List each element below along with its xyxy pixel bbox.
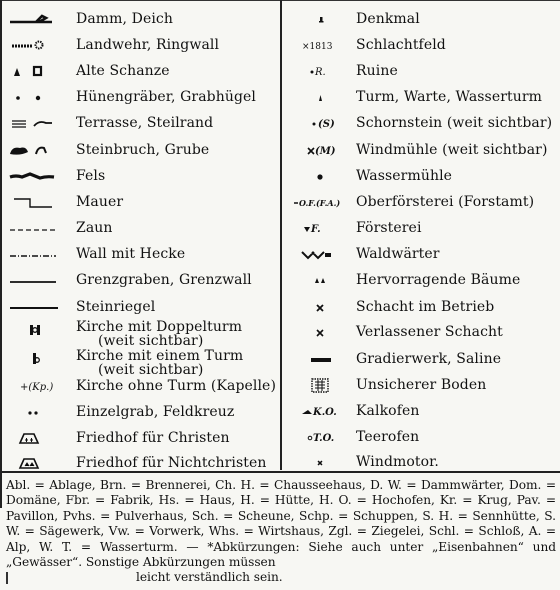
church-double-tower-icon (6, 320, 66, 340)
legend-label: Steinbruch, Grube (76, 142, 210, 158)
legend-label: Hünengräber, Grabhügel (76, 89, 256, 105)
single-grave-icon (6, 402, 66, 422)
non-christian-cemetery-icon (6, 453, 66, 473)
legend-label: Teerofen (356, 429, 420, 445)
legend-row (282, 164, 560, 188)
unsafe-ground-icon (290, 375, 350, 395)
legend-label (76, 320, 242, 348)
legend-row (282, 7, 560, 31)
legend-label: Schlachtfeld (356, 37, 446, 53)
svg-text:O.F.(F.A.): O.F.(F.A.) (299, 198, 341, 208)
legend-row (0, 85, 280, 109)
legend-label: Kirche ohne Turm (Kapelle) (76, 378, 277, 394)
legend-row (282, 111, 560, 135)
legend-row (0, 111, 280, 135)
legend-label: Zaun (76, 220, 113, 236)
legend-label: Fels (76, 168, 106, 184)
margin-mark (6, 572, 8, 584)
legend-row (0, 164, 280, 188)
legend-label: Waldwärter (356, 246, 440, 262)
legend-label: Turm, Warte, Wasserturm (356, 89, 543, 105)
legend-label-sub: (weit sichtbar) (98, 333, 204, 349)
church-single-tower-icon (6, 349, 66, 369)
legend-row (282, 59, 560, 83)
chapel-icon (6, 376, 66, 396)
legend-row (0, 190, 280, 214)
svg-text:(S): (S) (318, 119, 335, 130)
abbreviations-note (6, 478, 556, 586)
legend-row (282, 347, 560, 371)
abandoned-shaft-icon (290, 322, 350, 342)
wind-motor-icon (290, 452, 350, 472)
forestry-icon (290, 218, 350, 238)
legend-row (0, 318, 280, 348)
legend-label: Terrasse, Steilrand (76, 115, 214, 131)
legend-label: Hervorragende Bäume (356, 272, 521, 288)
legend-row (282, 295, 560, 319)
legend-row (0, 400, 280, 424)
legend-label: Grenzgraben, Grenzwall (76, 272, 252, 288)
abbreviations-last-line: leicht verständlich sein. (136, 570, 283, 585)
legend-label: Friedhof für Nichtchristen (76, 455, 267, 471)
watermill-icon (290, 166, 350, 186)
wall-symbol-icon (6, 192, 66, 212)
legend-label: Wall mit Hecke (76, 246, 186, 262)
legend-row (0, 138, 280, 162)
legend-row (282, 450, 560, 474)
legend-label: Friedhof für Christen (76, 430, 230, 446)
legend-label: Försterei (356, 220, 422, 236)
rock-symbol-icon (6, 166, 66, 186)
legend-row (0, 451, 280, 475)
legend-label: Alte Schanze (76, 63, 170, 79)
notable-trees-icon (290, 270, 350, 290)
legend-label: Verlassener Schacht (356, 324, 503, 340)
legend-row (0, 7, 280, 31)
legend-label-main: Kirche mit Doppelturm (76, 319, 243, 335)
head-forester-icon (290, 192, 350, 212)
legend-row (282, 268, 560, 292)
legend-row (0, 295, 280, 319)
svg-text:K.O.: K.O. (313, 407, 337, 418)
legend-label-main: Kirche mit einem Turm (76, 348, 244, 364)
terrace-symbol-icon (6, 113, 66, 133)
tar-kiln-icon (290, 427, 350, 447)
forest-warden-icon (290, 244, 350, 264)
abbreviations-text: Abl. = Ablage, Brn. = Brennerei, Ch. H. = Chausseehaus, D. W. = Dammwärter, Dom. = Domäne, Fbr. = Fabrik, Hs. = Haus, H. = Hütte, H. O. = Hochofen, Kr. = Krug, Pav. = Pavillon, Pvhs. = Pulverhaus, Sch. = Scheune, Schp. = Schuppen, S. H. = Sennhütte, S. W. = Sägewerk, Vw. = Vorwerk, Whs. = Wirtshaus, Zgl. = Ziegelei, Schl. = Schloß, A. = Alp, W. T. = Wasserturm. — *Abkürzungen: Siehe auch unter „Eisenbahnen“ und „Gewässer“. Sonstige Abkürzungen müssen (6, 478, 556, 570)
legend-row (282, 33, 560, 57)
monument-icon (290, 9, 350, 29)
legend-row (282, 242, 560, 266)
legend-label (76, 349, 243, 377)
legend-row (282, 373, 560, 397)
rampart-symbol-icon (6, 35, 66, 55)
svg-text:F.: F. (311, 224, 321, 235)
active-shaft-icon (290, 297, 350, 317)
legend-label: Steinriegel (76, 299, 156, 315)
legend-label: Gradierwerk, Saline (356, 351, 502, 367)
legend-row (282, 216, 560, 240)
legend-row (0, 216, 280, 240)
stone-ridge-symbol-icon (6, 297, 66, 317)
christian-cemetery-icon (6, 428, 66, 448)
quarry-symbol-icon (6, 140, 66, 160)
svg-text:(M): (M) (315, 146, 336, 157)
windmill-icon (290, 140, 350, 160)
tower-icon (290, 87, 350, 107)
legend-label: Ruine (356, 63, 398, 79)
legend-label: Unsicherer Boden (356, 377, 487, 393)
lime-kiln-icon (290, 401, 350, 421)
legend-label: Windmühle (weit sichtbar) (356, 142, 548, 158)
legend-label-sub: (weit sichtbar) (98, 362, 204, 378)
legend-row (282, 190, 560, 214)
legend-row (282, 85, 560, 109)
legend-label: Landwehr, Ringwall (76, 37, 220, 53)
legend-row (282, 425, 560, 449)
legend-row (282, 320, 560, 344)
legend-row (0, 33, 280, 57)
battlefield-icon (290, 35, 350, 55)
legend-row (0, 426, 280, 450)
border-ditch-symbol-icon (6, 270, 66, 290)
fence-symbol-icon (6, 218, 66, 238)
legend-row (282, 399, 560, 423)
svg-text:+(Kp.): +(Kp.) (20, 382, 54, 393)
legend-label: Schacht im Betrieb (356, 299, 495, 315)
legend-label: Mauer (76, 194, 124, 210)
legend-label: Kalkofen (356, 403, 420, 419)
legend-label: Damm, Deich (76, 11, 173, 27)
svg-text:T.O.: T.O. (313, 433, 335, 444)
barrow-symbol-icon (6, 87, 66, 107)
legend-label: Wassermühle (356, 168, 453, 184)
chimney-icon (290, 113, 350, 133)
svg-text:×1813: ×1813 (302, 42, 333, 52)
legend-label: Windmotor. (356, 454, 439, 470)
old-redoubt-symbol-icon (6, 61, 66, 81)
legend-row (282, 138, 560, 162)
legend-row (0, 347, 280, 377)
legend-label: Schornstein (weit sichtbar) (356, 115, 553, 131)
legend-row (0, 374, 280, 398)
ruin-icon (290, 61, 350, 81)
legend-label: Denkmal (356, 11, 420, 27)
svg-text:R.: R. (315, 67, 326, 78)
legend-row (0, 59, 280, 83)
saltworks-icon (290, 349, 350, 369)
hedge-wall-symbol-icon (6, 244, 66, 264)
dam-symbol-icon (6, 9, 66, 29)
legend-row (0, 242, 280, 266)
legend-label: Einzelgrab, Feldkreuz (76, 404, 235, 420)
legend-row (0, 268, 280, 292)
legend-label: Oberförsterei (Forstamt) (356, 194, 535, 210)
